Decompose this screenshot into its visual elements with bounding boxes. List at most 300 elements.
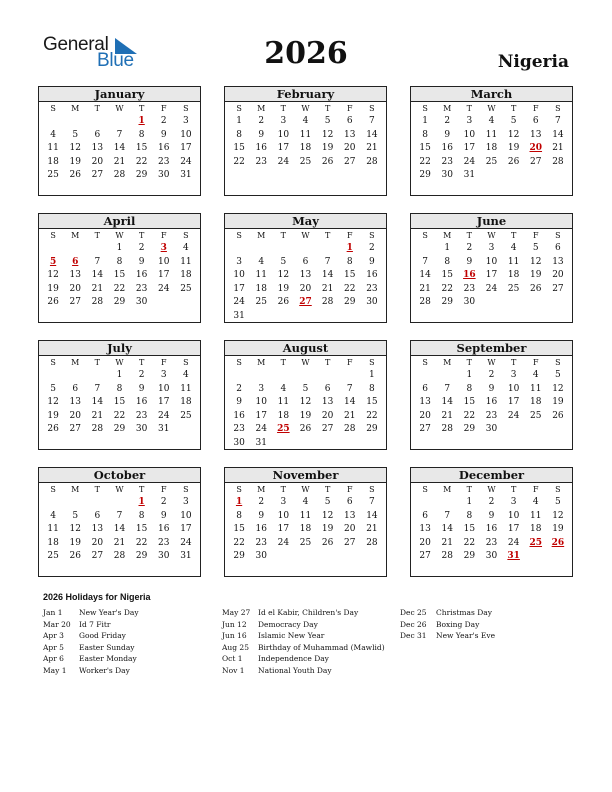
day-cell: 6 [94,129,101,140]
holiday-row [43,642,139,654]
weekday-header: T [324,104,331,113]
holiday-row [400,630,495,642]
holiday-date: Aug 25 [222,642,249,652]
empty-day-cell [317,242,339,256]
holiday-row [43,653,139,665]
day-cell: 9 [138,383,145,394]
day-cell: 5 [532,243,539,253]
day-cell: 27 [344,537,356,548]
day-cell: 28 [552,156,564,167]
day-cell: 12 [552,510,564,521]
day-cell: 13 [91,524,104,535]
day-cell: 26 [69,551,81,562]
day-cell: 8 [116,383,123,394]
day-cell: 20 [69,283,81,294]
weekday-header: F [346,485,353,494]
holiday-date: Jun 12 [222,619,247,629]
weekday-header: S [50,231,56,240]
empty-day-cell [86,115,108,129]
weekday-header: T [324,485,331,494]
holiday-name: National Youth Day [258,665,332,675]
holiday-row [222,653,385,665]
day-cell: 5 [555,497,561,507]
day-cell: 20 [419,410,431,421]
day-cell: 1 [236,116,242,126]
day-cell: 24 [158,283,170,294]
day-cell: 2 [466,243,473,253]
month-title: April [39,214,200,229]
day-cell: 22 [344,283,356,294]
day-cell: 25 [180,283,192,294]
month-october [38,467,201,577]
weekday-header: M [257,358,266,367]
day-cell: 12 [530,256,542,267]
day-cell: 20 [419,537,431,548]
weekday-header: W [115,231,124,240]
day-cell: 20 [299,283,312,294]
day-cell: 20 [321,410,334,421]
day-cell: 9 [369,256,375,267]
empty-day-cell [64,242,86,256]
day-cell: 15 [233,143,245,154]
month-july [38,340,201,450]
weekday-header: S [369,104,375,113]
day-cell: 11 [47,524,59,535]
day-cell: 21 [366,143,378,154]
day-cell: 20 [69,410,81,421]
day-cell: 1 [369,370,375,380]
day-cell: 29 [135,551,148,562]
holiday-day-cell: 5 [49,256,57,267]
day-cell: 29 [366,424,378,435]
day-cell: 11 [507,256,520,267]
day-cell: 6 [422,510,428,521]
empty-day-cell [436,369,458,383]
day-cell: 18 [180,270,192,281]
day-cell: 23 [485,410,498,421]
day-cell: 10 [233,270,245,281]
day-cell: 17 [158,397,170,408]
day-cell: 27 [530,156,542,167]
day-cell: 1 [116,370,123,380]
empty-day-cell [64,369,86,383]
day-cell: 29 [113,424,126,435]
holiday-date: Dec 25 [400,608,427,617]
day-cell: 26 [69,170,81,181]
holiday-date: Oct 1 [222,654,243,663]
holidays-title: 2026 Holidays for Nigeria [43,592,151,602]
day-cell: 16 [158,524,170,535]
weekday-header: S [50,358,56,367]
day-cell: 14 [419,270,431,281]
day-cell: 23 [366,283,378,294]
empty-day-cell [108,496,130,510]
day-cell: 4 [50,510,56,521]
day-cell: 25 [255,297,267,308]
day-cell: 8 [422,129,428,140]
weekday-header: T [466,358,473,367]
weekday-header: M [71,104,80,113]
day-cell: 10 [277,510,290,521]
empty-day-cell [42,115,64,129]
day-cell: 10 [507,383,520,394]
day-cell: 13 [419,397,431,408]
day-cell: 14 [552,129,564,140]
day-cell: 25 [47,551,59,562]
day-cell: 8 [236,129,242,140]
weekday-header: T [280,485,287,494]
weekday-header: W [115,104,124,113]
day-cell: 29 [463,424,476,435]
empty-day-cell [250,369,272,383]
weekday-header: T [466,485,473,494]
day-cell: 3 [488,243,495,253]
weekday-header: W [487,231,496,240]
day-cell: 21 [91,410,104,421]
month-title: September [411,341,572,356]
day-cell: 1 [466,497,473,507]
day-cell: 5 [510,116,517,126]
day-cell: 28 [441,551,453,562]
day-cell: 18 [180,397,192,408]
holiday-row [43,607,139,619]
day-cell: 11 [485,129,498,140]
day-cell: 12 [507,129,520,140]
holiday-day-cell: 26 [551,537,565,548]
empty-day-cell [86,496,108,510]
day-cell: 25 [485,156,498,167]
weekday-header: T [94,485,101,494]
day-cell: 17 [255,410,267,421]
day-cell: 2 [369,243,375,253]
day-cell: 10 [277,129,290,140]
day-cell: 10 [158,383,170,394]
day-cell: 7 [346,383,353,394]
day-cell: 4 [302,497,309,507]
day-cell: 12 [321,129,334,140]
day-grid [225,229,386,324]
day-cell: 23 [158,156,170,167]
day-cell: 28 [366,156,378,167]
weekday-header: F [532,231,539,240]
holiday-day-cell: 1 [138,116,145,126]
logo-text-blue: Blue [97,50,134,71]
month-title: November [225,468,386,483]
day-cell: 6 [72,383,79,394]
day-cell: 18 [47,537,59,548]
weekday-header: S [555,358,561,367]
empty-day-cell [42,369,64,383]
empty-day-cell [414,242,436,256]
weekday-header: F [160,485,167,494]
day-grid [411,102,572,183]
day-cell: 19 [530,270,542,281]
weekday-header: T [138,485,145,494]
day-cell: 16 [255,143,267,154]
weekday-header: S [555,485,561,494]
day-cell: 20 [552,270,564,281]
month-february [224,86,387,196]
day-cell: 21 [91,283,104,294]
weekday-header: S [236,358,242,367]
day-cell: 19 [321,143,334,154]
weekday-header: M [71,231,80,240]
weekday-header: W [115,485,124,494]
day-cell: 27 [91,170,104,181]
day-cell: 4 [488,116,495,126]
month-june [410,213,573,323]
holiday-day-cell: 31 [507,551,520,562]
day-cell: 7 [369,116,375,126]
day-cell: 14 [113,143,126,154]
day-cell: 27 [344,156,356,167]
empty-day-cell [272,242,294,256]
empty-day-cell [86,369,108,383]
day-cell: 21 [552,143,564,154]
day-cell: 13 [299,270,312,281]
month-title: March [411,87,572,102]
month-title: July [39,341,200,356]
day-cell: 19 [552,524,564,535]
day-cell: 23 [135,283,148,294]
weekday-header: W [487,358,496,367]
day-cell: 10 [463,129,476,140]
weekday-header: W [301,485,310,494]
month-august [224,340,387,450]
day-cell: 7 [444,383,451,394]
day-cell: 16 [485,397,498,408]
day-cell: 12 [47,397,59,408]
day-cell: 10 [485,256,498,267]
empty-day-cell [250,242,272,256]
weekday-header: T [138,358,145,367]
day-cell: 19 [47,283,59,294]
holiday-date: Jun 16 [222,631,247,640]
weekday-header: T [280,104,287,113]
day-cell: 18 [485,143,498,154]
day-cell: 15 [135,143,148,154]
day-cell: 9 [444,129,451,140]
holiday-name: Boxing Day [436,619,480,629]
day-cell: 20 [91,156,104,167]
day-cell: 17 [180,143,192,154]
day-cell: 30 [135,424,148,435]
day-cell: 30 [158,551,170,562]
day-cell: 18 [255,283,267,294]
weekday-header: S [369,231,375,240]
day-cell: 15 [463,397,476,408]
day-cell: 16 [441,143,453,154]
day-cell: 4 [280,383,287,394]
day-cell: 9 [160,129,167,140]
holiday-name: Democracy Day [258,619,318,629]
day-cell: 8 [369,383,375,394]
day-cell: 8 [466,383,473,394]
weekday-header: S [422,485,428,494]
day-cell: 4 [532,497,539,507]
month-september [410,340,573,450]
day-cell: 21 [366,524,378,535]
day-cell: 31 [180,551,192,562]
day-cell: 1 [116,243,123,253]
day-cell: 22 [113,410,126,421]
holiday-row [400,607,495,619]
day-cell: 29 [463,551,476,562]
day-cell: 5 [555,370,561,380]
day-cell: 14 [321,270,334,281]
day-grid [39,483,200,564]
day-cell: 20 [344,143,356,154]
day-cell: 27 [419,551,431,562]
day-cell: 19 [299,410,312,421]
holiday-day-cell: 1 [346,243,353,253]
day-cell: 12 [552,383,564,394]
day-cell: 19 [277,283,290,294]
day-cell: 29 [419,170,431,181]
day-cell: 31 [233,310,245,321]
empty-day-cell [64,115,86,129]
day-cell: 12 [47,270,59,281]
day-cell: 1 [466,370,473,380]
day-cell: 8 [116,256,123,267]
weekday-header: T [510,485,517,494]
holiday-name: New Year's Eve [436,631,496,640]
holiday-name: Birthday of Muhammad (Mawlid) [258,642,385,652]
day-cell: 16 [255,524,267,535]
weekday-header: S [236,485,242,494]
day-cell: 18 [47,156,59,167]
day-cell: 24 [180,537,192,548]
day-cell: 3 [466,116,473,126]
day-cell: 22 [135,156,148,167]
day-cell: 9 [258,129,265,140]
day-cell: 28 [113,551,126,562]
empty-day-cell [414,496,436,510]
day-cell: 3 [160,370,167,380]
day-cell: 9 [258,510,265,521]
day-cell: 7 [422,256,428,267]
day-cell: 1 [422,116,428,126]
day-cell: 16 [233,410,245,421]
weekday-header: F [532,358,539,367]
day-cell: 11 [299,129,312,140]
day-cell: 14 [366,510,378,521]
holiday-row [43,665,139,677]
weekday-header: F [346,231,353,240]
holiday-column [222,607,385,676]
holiday-row [400,619,495,631]
day-cell: 5 [72,129,79,140]
weekday-header: F [346,358,353,367]
day-cell: 14 [91,270,104,281]
day-cell: 26 [321,156,334,167]
day-cell: 15 [113,270,126,281]
month-title: December [411,468,572,483]
holiday-name: Id el Kabir, Children's Day [258,608,359,617]
weekday-header: T [466,104,473,113]
day-cell: 12 [321,510,334,521]
empty-day-cell [228,242,250,256]
day-cell: 23 [485,537,498,548]
day-cell: 21 [113,537,126,548]
day-cell: 24 [507,410,520,421]
calendar-year: 2026 [264,36,348,71]
month-december [410,467,573,577]
day-cell: 24 [233,297,245,308]
weekday-header: T [466,231,473,240]
weekday-header: S [555,104,561,113]
day-cell: 25 [299,537,312,548]
holiday-date: Dec 26 [400,619,427,629]
day-cell: 5 [302,383,309,394]
day-cell: 21 [441,410,453,421]
day-cell: 31 [255,437,267,448]
empty-day-cell [42,496,64,510]
day-cell: 18 [530,397,542,408]
holiday-column [400,607,495,642]
day-cell: 17 [485,270,498,281]
day-cell: 30 [441,170,453,181]
day-cell: 15 [419,143,431,154]
day-cell: 2 [258,497,265,507]
day-cell: 1 [444,243,451,253]
weekday-header: T [138,231,145,240]
day-cell: 9 [488,510,495,521]
day-cell: 6 [324,383,331,394]
day-cell: 2 [488,370,495,380]
day-cell: 4 [183,370,189,380]
holiday-date: Dec 31 [400,631,427,640]
month-title: May [225,214,386,229]
day-cell: 20 [91,537,104,548]
day-cell: 22 [135,537,148,548]
day-cell: 2 [488,497,495,507]
month-january [38,86,201,196]
day-cell: 11 [530,383,542,394]
day-cell: 7 [94,256,101,267]
day-cell: 9 [236,397,242,408]
day-cell: 2 [258,116,265,126]
day-cell: 21 [344,410,356,421]
month-title: October [39,468,200,483]
day-cell: 7 [369,497,375,507]
day-cell: 29 [441,297,453,308]
day-cell: 25 [507,283,520,294]
empty-day-cell [294,369,316,383]
weekday-header: W [301,231,310,240]
day-cell: 28 [321,297,334,308]
holiday-day-cell: 20 [529,143,543,154]
day-cell: 4 [50,129,56,140]
day-cell: 26 [277,297,290,308]
weekday-header: M [71,358,80,367]
day-cell: 31 [180,170,192,181]
weekday-header: W [301,358,310,367]
holiday-day-cell: 25 [277,424,290,435]
holiday-column [43,607,139,676]
day-cell: 12 [69,143,81,154]
holiday-date: Apr 5 [43,642,64,652]
day-cell: 11 [255,270,267,281]
day-cell: 26 [47,424,59,435]
weekday-header: W [115,358,124,367]
weekday-header: M [443,104,452,113]
day-cell: 3 [183,497,189,507]
day-cell: 28 [419,297,431,308]
weekday-header: F [532,104,539,113]
day-cell: 10 [158,256,170,267]
day-cell: 19 [552,397,564,408]
